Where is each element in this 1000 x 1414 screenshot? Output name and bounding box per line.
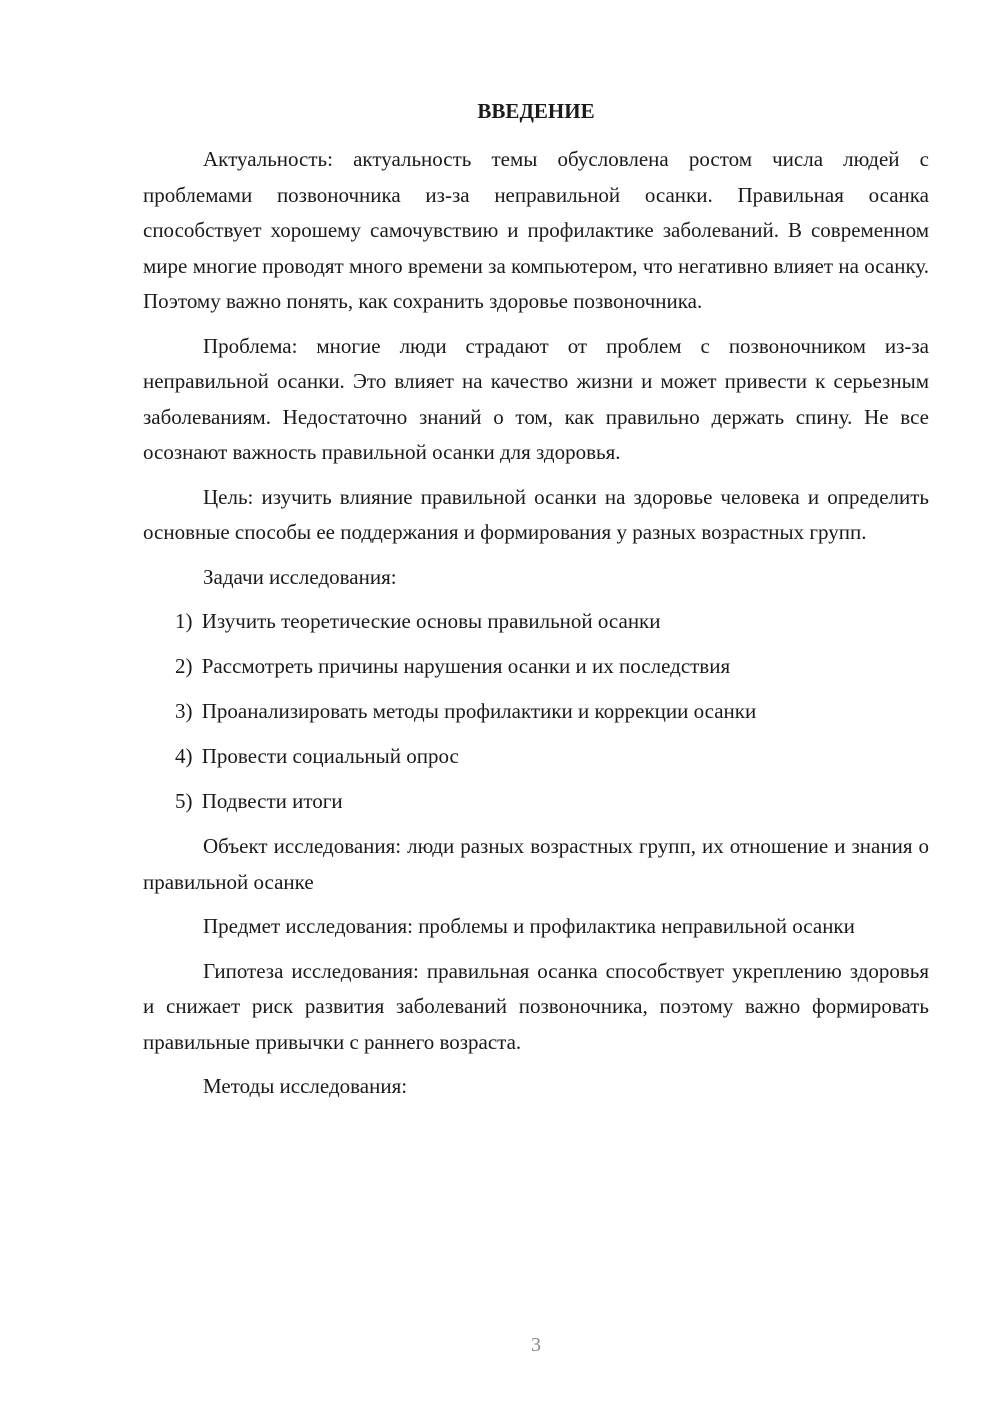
list-item — [143, 649, 929, 685]
list-item-number: 3) — [175, 699, 193, 723]
list-item-number: 5) — [175, 789, 193, 813]
list-item — [143, 784, 929, 820]
document-body — [143, 142, 929, 1114]
list-item — [143, 739, 929, 775]
paragraph-methods: Методы исследования: — [203, 1074, 408, 1098]
paragraph-object: Объект исследования: люди разных возрастных групп, их отношение и знания о правильной осанке — [143, 834, 929, 894]
section-heading: ВВЕДЕНИЕ — [477, 99, 595, 123]
list-item-text: Рассмотреть причины нарушения осанки и их последствия — [201, 654, 731, 678]
list-item-text: Провести социальный опрос — [201, 744, 459, 768]
page-number: 3 — [531, 1334, 541, 1356]
list-item-text: Проанализировать методы профилактики и коррекции осанки — [201, 699, 757, 723]
paragraph-relevance: Актуальность: актуальность темы обусловлена ростом числа людей с проблемами позвоночника из-за неправильной осанки. Правильная осанка способствует хорошему самочувствию и профилактике заболеваний. В современном мире многие проводят много времени за компьютером, что негативно влияет на осанку. Поэтому важно понять, как сохранить здоровье позвоночника. — [143, 147, 929, 313]
list-item-number: 4) — [175, 744, 193, 768]
paragraph-subject: Предмет исследования: проблемы и профилактика неправильной осанки — [203, 914, 855, 938]
list-item-text: Подвести итоги — [201, 789, 343, 813]
list-item-text: Изучить теоретические основы правильной осанки — [201, 609, 661, 633]
list-item-number: 1) — [175, 609, 193, 633]
list-item-number: 2) — [175, 654, 193, 678]
paragraph-tasks-heading: Задачи исследования: — [203, 564, 397, 589]
list-item — [143, 694, 929, 730]
paragraph-goal: Цель: изучить влияние правильной осанки на здоровье человека и определить основные способы ее поддержания и формирования у разных возрастных групп. — [143, 484, 929, 544]
paragraph-hypothesis: Гипотеза исследования: правильная осанка способствует укреплению здоровья и снижает риск развития заболеваний позвоночника, поэтому важно формировать правильные привычки с раннего возраста. — [143, 958, 929, 1054]
paragraph-problem: Проблема: многие люди страдают от проблем с позвоночником из-за неправильной осанки. Это влияет на качество жизни и может привести к серьезным заболеваниям. Недостаточно знаний о том, как правильно держать спину. Не все осознают важность правильной осанки для здоровья. — [143, 333, 929, 464]
list-item — [143, 604, 929, 640]
